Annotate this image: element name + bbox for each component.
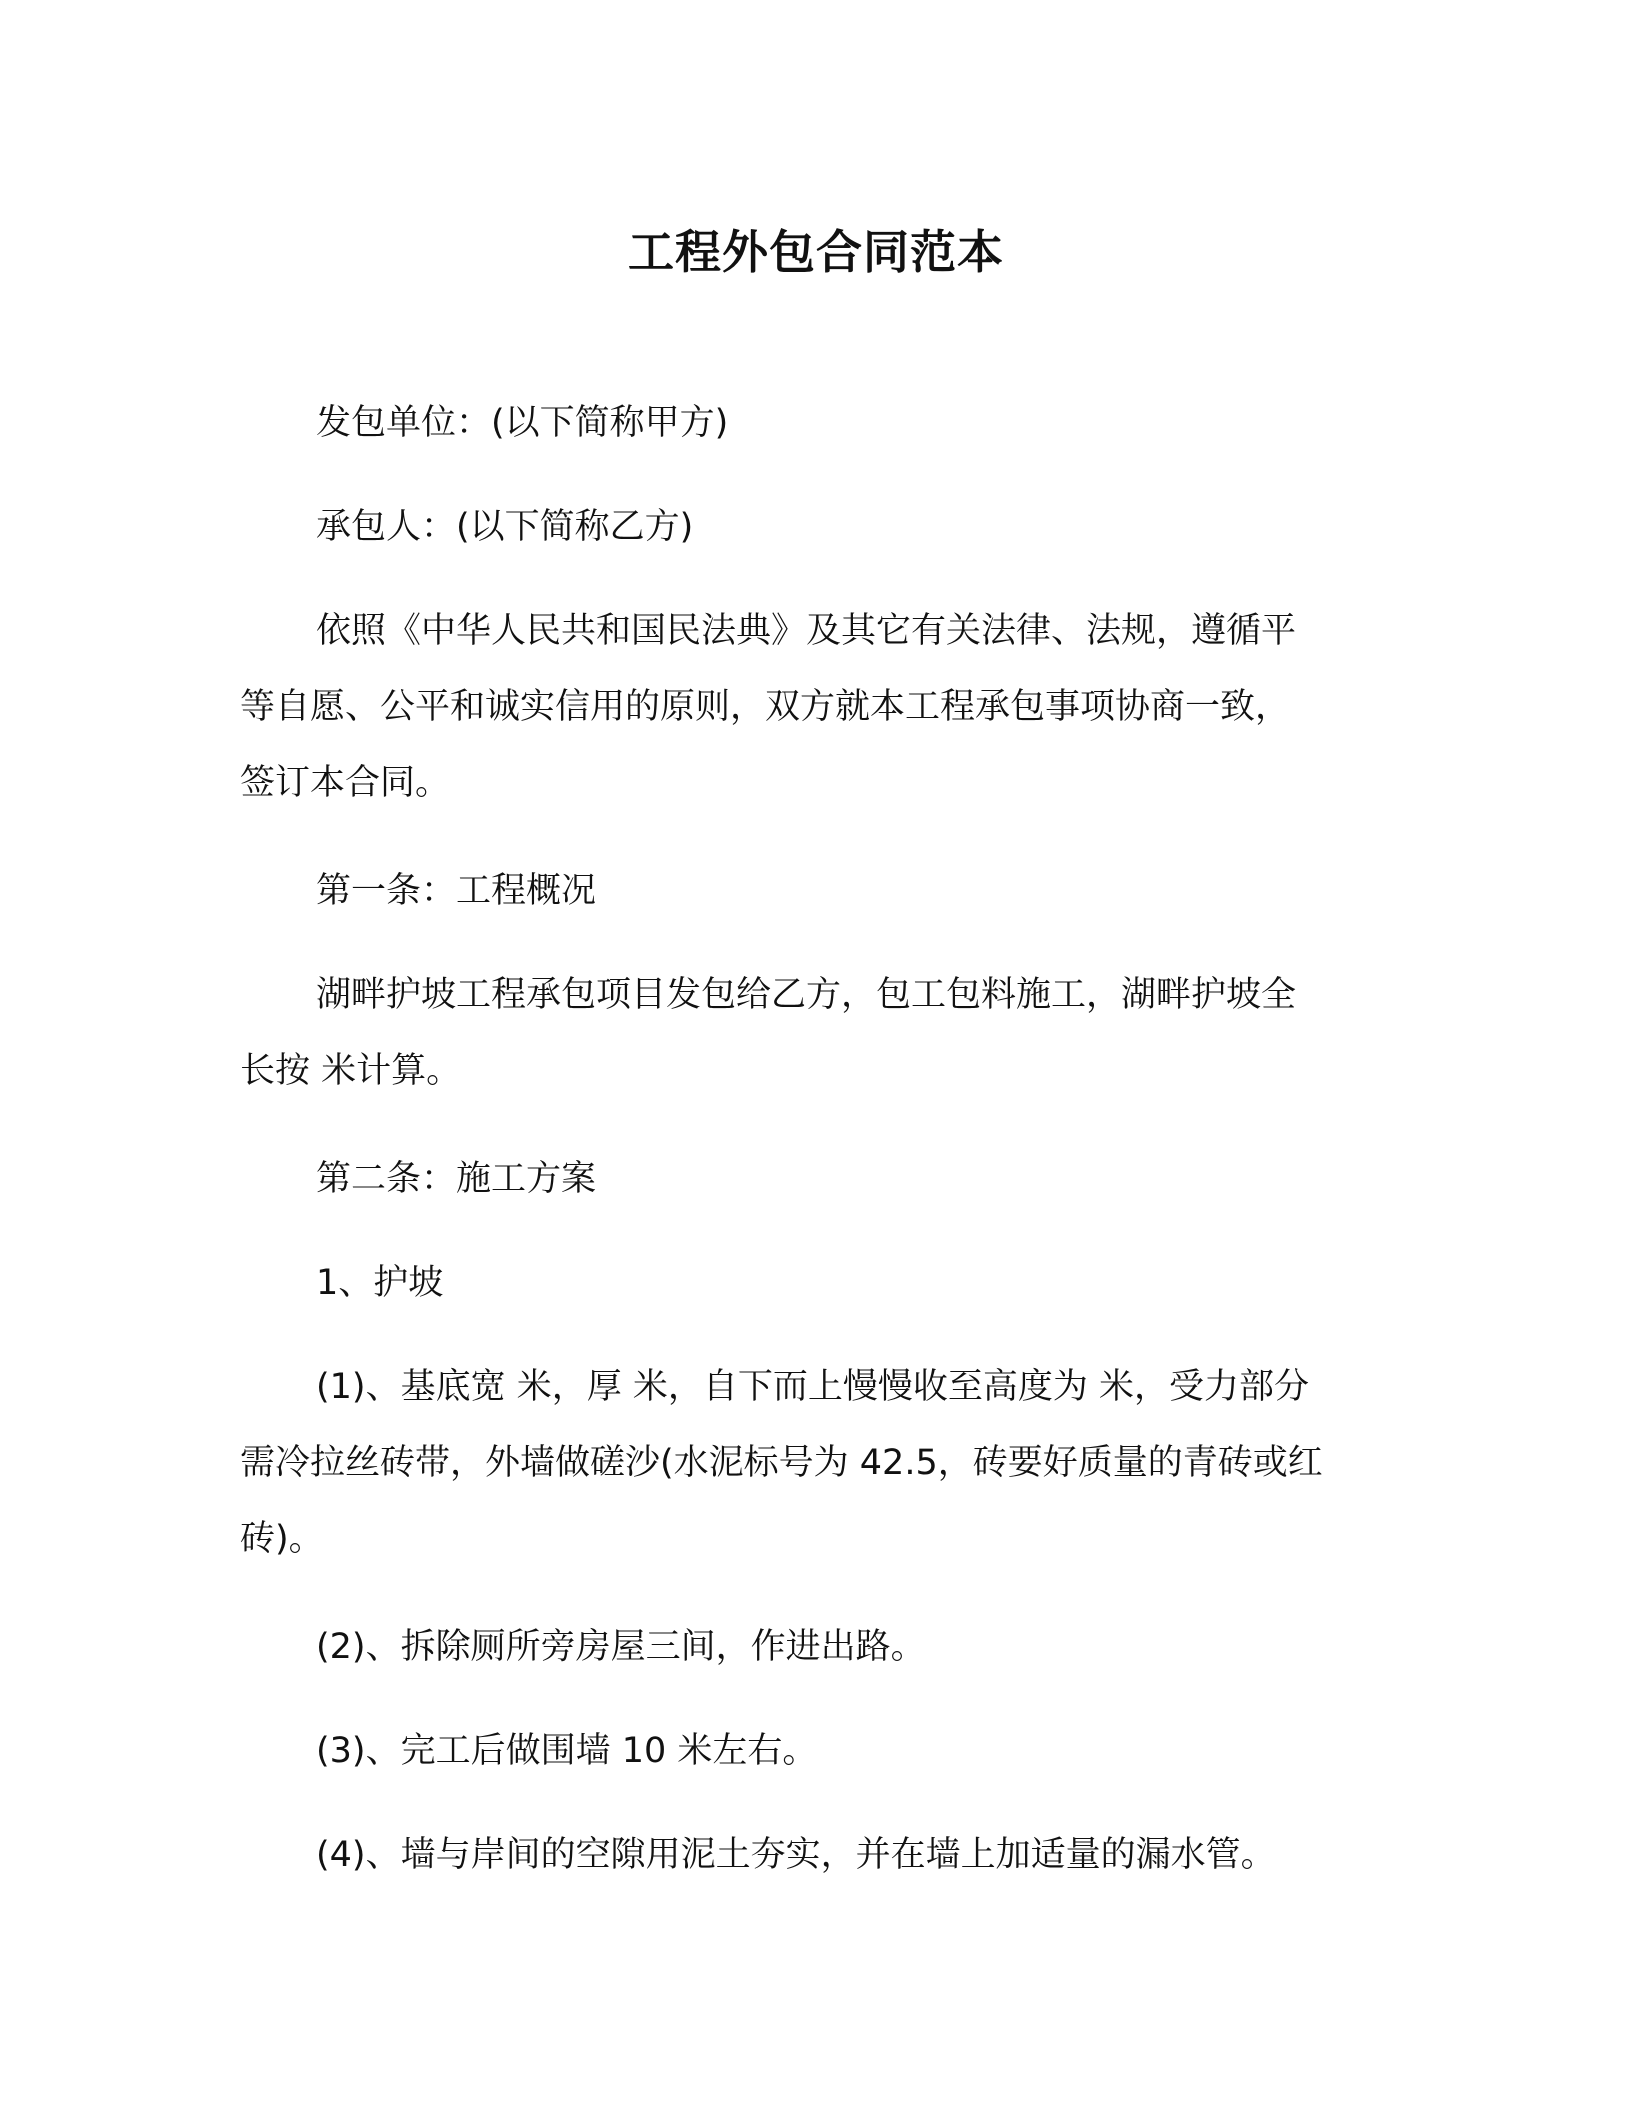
article-2-heading <box>240 1141 1405 1217</box>
paragraph-employer <box>240 385 1405 461</box>
paragraph-line: (2)、拆除厕所旁房屋三间，作进出路。 <box>316 1627 926 1667</box>
paragraph-line: 湖畔护坡工程承包项目发包给乙方，包工包料施工，湖畔护坡全 <box>316 975 1297 1015</box>
article-1-heading <box>240 853 1405 929</box>
paragraph-line: 砖)。 <box>240 1519 324 1559</box>
paragraph-line: 承包人：(以下简称乙方) <box>316 507 694 547</box>
paragraph-line: 第一条：工程概况 <box>316 871 597 911</box>
item-4-paragraph <box>240 1817 1405 1893</box>
paragraph-project-overview <box>240 957 1405 1109</box>
paragraph-line: 等自愿、公平和诚实信用的原则，双方就本工程承包事项协商一致， <box>240 687 1291 727</box>
item-3-paragraph <box>240 1713 1405 1789</box>
paragraph-line: 需冷拉丝砖带，外墙做磋沙(水泥标号为 42.5，砖要好质量的青砖或红 <box>240 1443 1323 1483</box>
paragraph-line: 第二条：施工方案 <box>316 1159 597 1199</box>
paragraph-line: (3)、完工后做围墙 10 米左右。 <box>316 1731 818 1771</box>
item-1-paragraph <box>240 1349 1405 1577</box>
paragraph-line: (4)、墙与岸间的空隙用泥土夯实，并在墙上加适量的漏水管。 <box>316 1835 1276 1875</box>
section-1-heading <box>240 1245 1405 1321</box>
paragraph-line: 长按 米计算。 <box>240 1051 462 1091</box>
paragraph-legal-basis <box>240 593 1405 821</box>
paragraph-line: (1)、基底宽 米，厚 米，自下而上慢慢收至高度为 米，受力部分 <box>316 1367 1309 1407</box>
paragraph-line: 发包单位：(以下简称甲方) <box>316 403 729 443</box>
item-2-paragraph <box>240 1609 1405 1685</box>
paragraph-line: 签订本合同。 <box>240 763 451 803</box>
document-title: 工程外包合同范本 <box>628 225 1004 279</box>
paragraph-contractor <box>240 489 1405 565</box>
paragraph-line: 1、护坡 <box>316 1263 444 1303</box>
paragraph-line: 依照《中华人民共和国民法典》及其它有关法律、法规，遵循平 <box>316 611 1297 651</box>
